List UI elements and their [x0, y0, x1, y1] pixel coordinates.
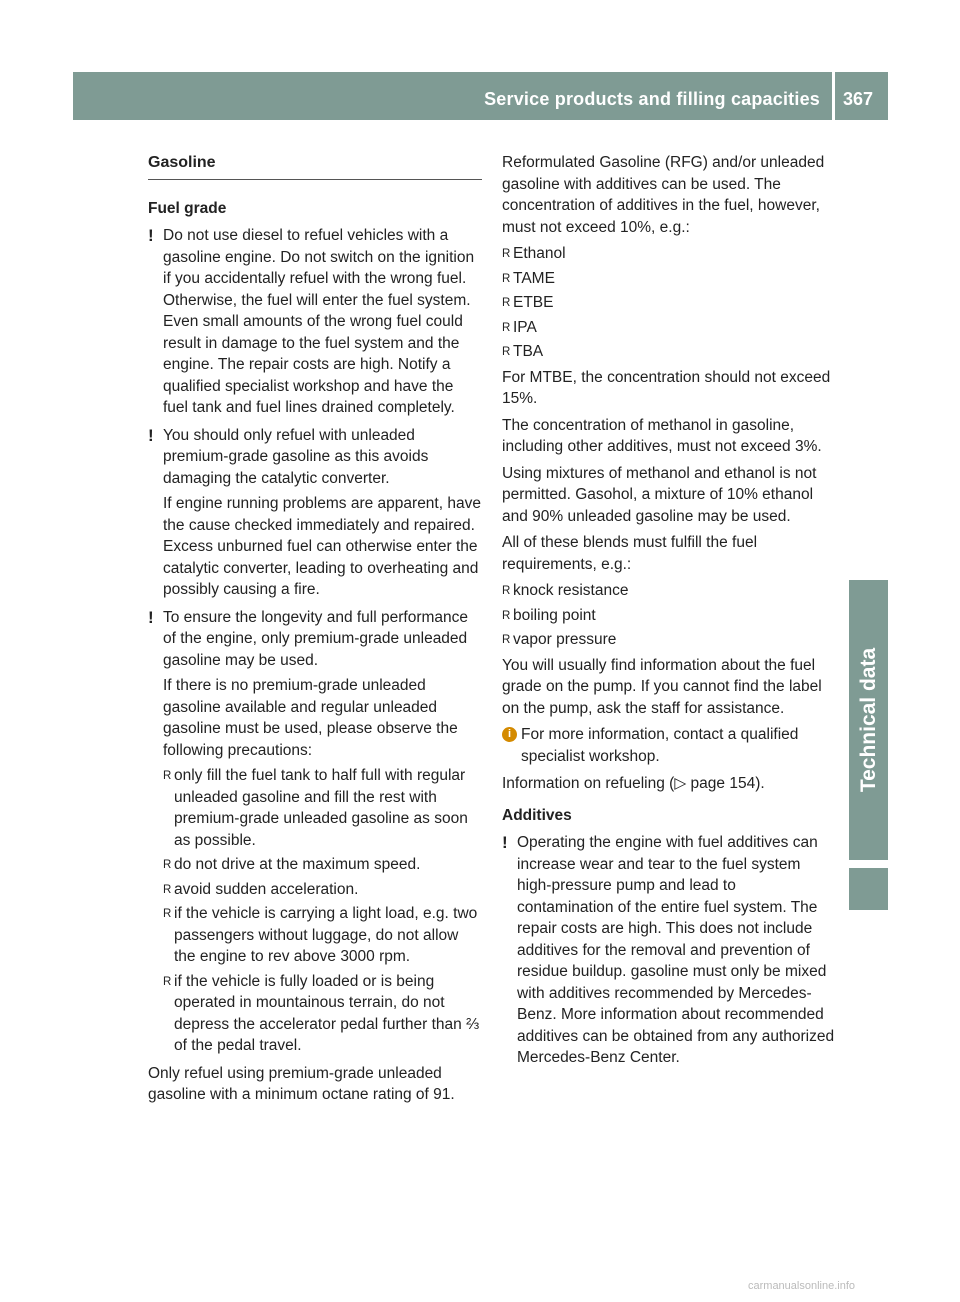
list-item: R TAME — [502, 268, 836, 290]
warning-icon: ! — [148, 607, 154, 627]
list-item: R vapor pressure — [502, 629, 836, 651]
note-text: Do not use diesel to refuel vehicles with a gasoline engine. Do not switch on the ignition if you accidentally refuel with the wrong fuel. Otherwise, the fuel will enter the fuel system. Even small amounts of the wrong fuel could result in damage to the fuel system and the engine. The repair costs are high. Notify a qualified specialist workshop and have the fuel tank and fuel lines drained completely. — [163, 227, 475, 416]
warning-note-premium — [148, 607, 482, 1057]
warning-icon: ! — [502, 833, 508, 852]
note-text: If engine running problems are apparent, have the cause checked immediately and repaired. Excess unburned fuel can otherwise enter the catalytic converter, leading to overheating and possibly causing a fire. — [163, 495, 481, 598]
list-item: R IPA — [502, 317, 836, 339]
body-text: The concentration of methanol in gasoline, including other additives, must not exceed 3%. — [502, 416, 822, 455]
side-tab-label: Technical data — [856, 647, 880, 793]
body-text: All of these blends must fulfill the fuel requirements, e.g.: — [502, 534, 758, 573]
list-item: R boiling point — [502, 605, 836, 627]
warning-note-diesel — [148, 225, 482, 419]
right-column — [502, 152, 836, 1075]
side-tab-technical-data — [849, 580, 888, 860]
precautions-list — [163, 765, 482, 1057]
body-text: You will usually find information about the fuel grade on the pump. If you cannot find the label on the pump, ask the staff for assistance. — [502, 656, 822, 717]
body-text: Using mixtures of methanol and ethanol is not permitted. Gasohol, a mixture of 10% ethanol and 90% unleaded gasoline may be used. — [502, 464, 817, 525]
section-title: Gasoline — [148, 152, 482, 180]
info-icon: i — [502, 727, 517, 742]
list-item: R avoid sudden acceleration. — [163, 879, 482, 901]
list-item: R do not drive at the maximum speed. — [163, 854, 482, 876]
note-text: To ensure the longevity and full performance of the engine, only premium-grade unleaded gasoline may be used. — [163, 608, 469, 669]
left-column — [148, 152, 482, 1111]
list-item: R Ethanol — [502, 243, 836, 265]
body-text: For MTBE, the concentration should not exceed 15%. — [502, 368, 831, 407]
refueling-reference: Information on refueling (▷ page 154). — [502, 775, 765, 792]
note-text: Operating the engine with fuel additives can increase wear and tear to the fuel system high-pressure pump and lead to contamination of the entire fuel system. The repair costs are high. This does not include additives for the removal and prevention of residue buildup. gasoline must only be mixed with additives recommended by Mercedes-Benz. More information about recommended additives can be obtained from any authorized Mercedes-Benz Center. — [517, 834, 835, 1066]
page-number: 367 — [843, 89, 874, 109]
header-title: Service products and filling capacities — [484, 89, 820, 109]
list-item: R only fill the fuel tank to half full with regular unleaded gasoline and fill the rest with premium-grade unleaded gasoline as soon as possible. — [163, 765, 482, 851]
note-text: If there is no premium-grade unleaded gasoline available and regular unleaded gasoline must be used, please observe the following precautions: — [163, 677, 458, 759]
body-text: Reformulated Gasoline (RFG) and/or unleaded gasoline with additives can be used. The concentration of additives in the fuel, however, must not exceed 10%, e.g.: — [502, 154, 825, 236]
additive-list — [502, 243, 836, 363]
info-note — [502, 724, 836, 767]
watermark: carmanualsonline.info — [748, 1280, 856, 1292]
list-item: R TBA — [502, 341, 836, 363]
side-marker — [849, 868, 888, 910]
warning-icon: ! — [148, 226, 154, 245]
additives-title: Additives — [502, 806, 572, 824]
list-item: R if the vehicle is fully loaded or is being operated in mountainous terrain, do not depress the accelerator pedal further than ⅔ of the pedal travel. — [163, 971, 482, 1057]
list-item: R ETBE — [502, 292, 836, 314]
note-text: For more information, contact a qualified specialist workshop. — [521, 726, 799, 765]
header-bar — [73, 72, 832, 120]
warning-note-additives — [502, 832, 836, 1069]
closing-text: Only refuel using premium-grade unleaded gasoline with a minimum octane rating of 91. — [148, 1064, 455, 1103]
list-item: R if the vehicle is carrying a light load, e.g. two passengers without luggage, do not allow the engine to rev above 3000 rpm. — [163, 903, 482, 968]
note-text: You should only refuel with unleaded premium-grade gasoline as this avoids damaging the catalytic converter. — [163, 426, 429, 487]
list-item: R knock resistance — [502, 580, 836, 602]
warning-icon: ! — [148, 425, 154, 445]
page-number-box — [835, 72, 888, 120]
warning-note-unleaded — [148, 425, 482, 601]
requirements-list — [502, 580, 836, 651]
fuel-grade-title: Fuel grade — [148, 199, 227, 217]
